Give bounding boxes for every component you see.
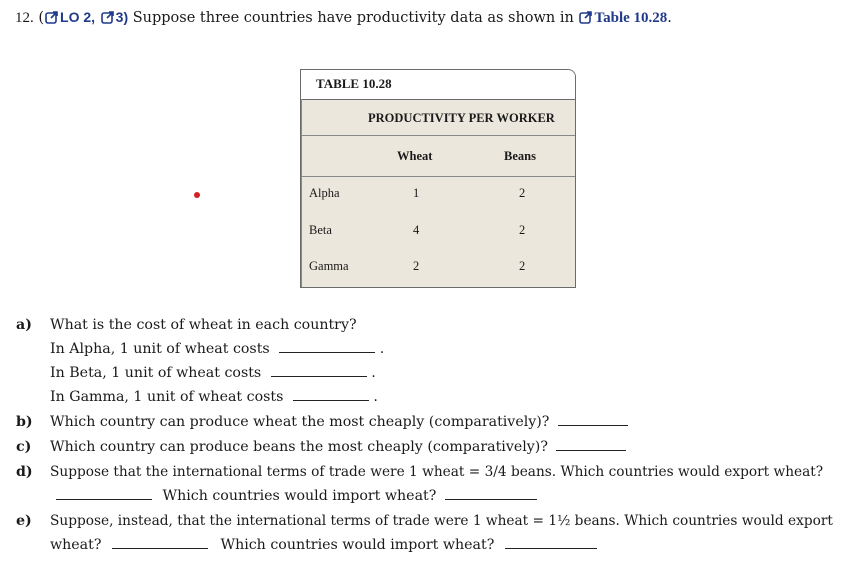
table-title: TABLE 10.28 (316, 76, 392, 91)
question-text: Which country can produce beans the most cheaply (comparatively)? (50, 438, 626, 456)
cell-beans: 2 (519, 223, 526, 237)
answer-blank[interactable] (279, 340, 375, 353)
table-reference-link[interactable]: Table 10.28 (594, 10, 668, 26)
table-divider (301, 135, 575, 136)
learning-objective-3-link[interactable]: 3) (115, 9, 129, 25)
question-text: Suppose, instead, that the international terms of trade were 1 wheat = 1½ beans. Which countries would export (50, 513, 833, 529)
external-link-icon[interactable] (101, 10, 115, 24)
cell-beans: 2 (519, 186, 526, 200)
red-bullet-icon (194, 192, 200, 198)
answer-blank[interactable] (271, 364, 367, 377)
question-label: c) (16, 439, 32, 455)
problem-text: Suppose three countries have productivity data as shown in (132, 10, 574, 26)
question-label: d) (16, 464, 33, 480)
question-a (16, 316, 32, 334)
table-column-divider (301, 99, 302, 287)
cell-wheat: 2 (413, 259, 420, 273)
answer-line: In Gamma, 1 unit of wheat costs . (50, 389, 378, 405)
question-label: e) (16, 513, 32, 529)
row-country: Beta (309, 223, 332, 237)
column-header-beans: Beans (504, 149, 536, 163)
answer-line: In Alpha, 1 unit of wheat costs . (50, 341, 385, 357)
question-d (16, 463, 33, 481)
question-text: What is the cost of wheat in each country? (50, 317, 357, 333)
learning-objective-link[interactable]: LO 2, (60, 9, 96, 25)
external-link-icon[interactable] (579, 10, 593, 24)
column-header-wheat: Wheat (397, 149, 433, 163)
cell-wheat: 1 (413, 186, 420, 200)
table-group-header: PRODUCTIVITY PER WORKER (368, 111, 555, 125)
productivity-table (300, 69, 576, 288)
external-link-icon[interactable] (45, 10, 59, 24)
problem-header: 12. ( LO 2, 3) Suppose three countries have productivity data as shown in Table 10.28. (15, 9, 672, 26)
answer-line: In Beta, 1 unit of wheat costs . (50, 365, 376, 381)
table-divider (301, 176, 575, 177)
answer-blank[interactable] (558, 413, 628, 426)
table-title-bar (301, 70, 575, 100)
question-label: b) (16, 414, 33, 430)
question-label: a) (16, 317, 32, 333)
cell-wheat: 4 (413, 223, 420, 237)
cell-beans: 2 (519, 259, 526, 273)
answer-blank[interactable] (56, 487, 152, 500)
answer-line: wheat? Which countries would import wheat? (50, 536, 597, 554)
answer-blank[interactable] (112, 536, 208, 549)
answer-blank[interactable] (445, 487, 537, 500)
question-text: Suppose that the international terms of trade were 1 wheat = 3/4 beans. Which countries would export wheat? (50, 464, 824, 480)
answer-line: Which countries would import wheat? (56, 487, 537, 505)
question-b (16, 413, 33, 431)
question-c (16, 438, 31, 456)
problem-number: 12. (15, 10, 34, 26)
answer-blank[interactable] (505, 536, 597, 549)
row-country: Gamma (309, 259, 349, 273)
answer-blank[interactable] (293, 388, 369, 401)
question-e (16, 512, 32, 530)
row-country: Alpha (309, 186, 340, 200)
question-text: Which country can produce wheat the most cheaply (comparatively)? (50, 413, 628, 431)
answer-blank[interactable] (556, 438, 626, 451)
